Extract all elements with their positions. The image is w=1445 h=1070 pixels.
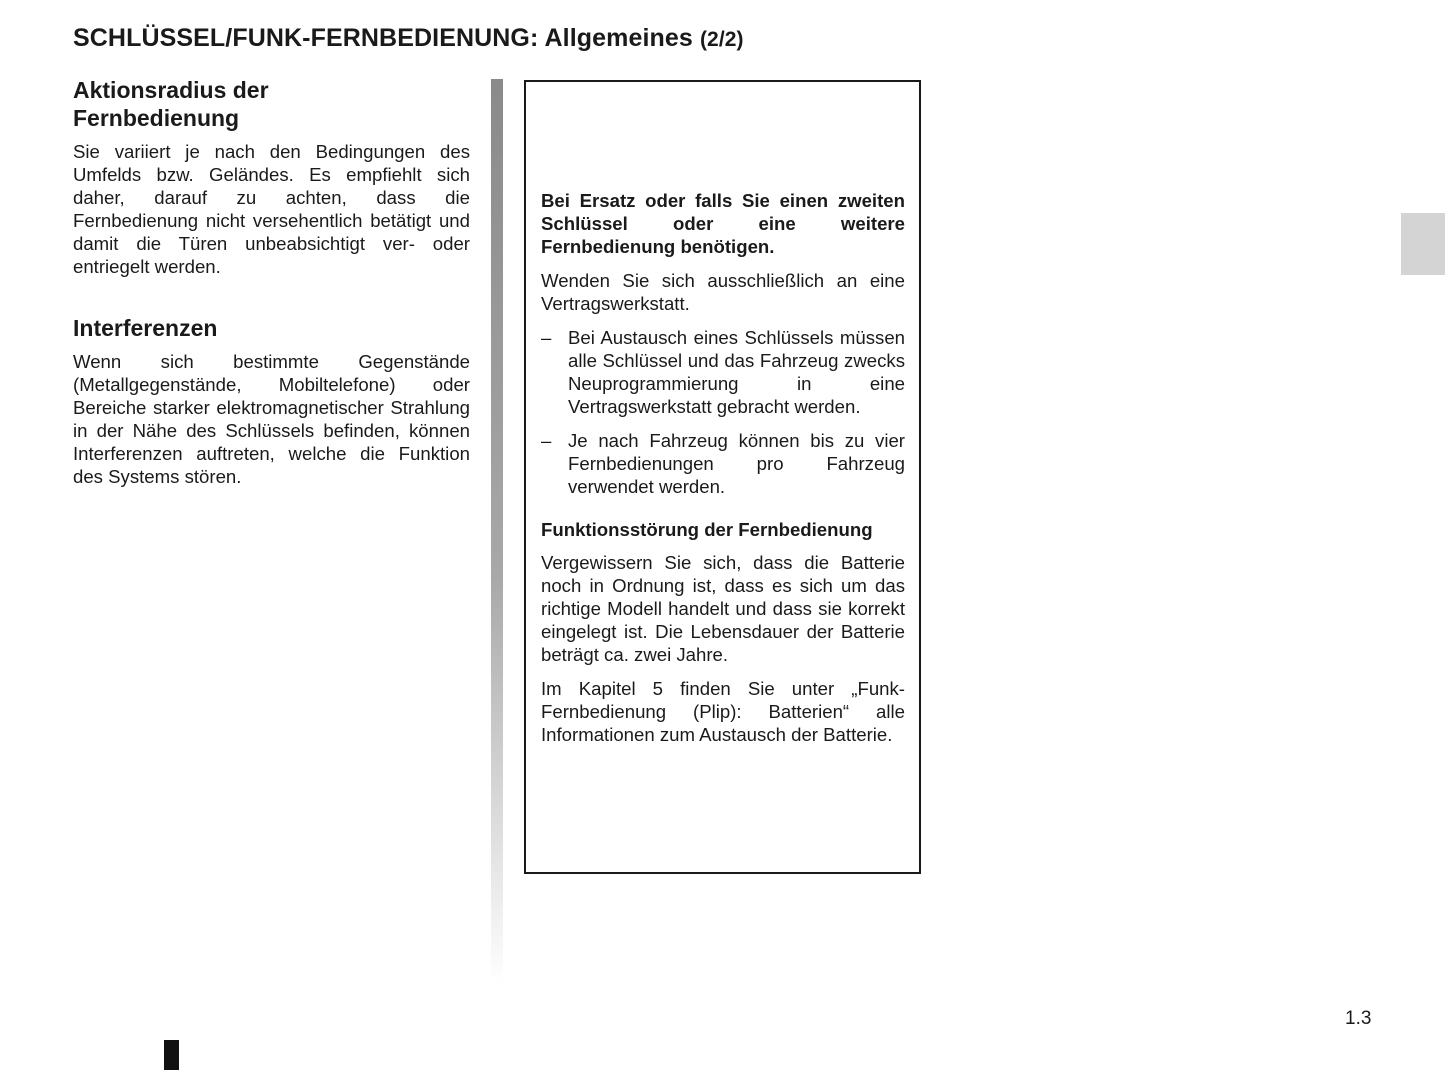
column-divider [491,79,503,984]
notice-intro-bold: Bei Ersatz oder falls Sie einen zweiten Schlüssel oder eine weitere Fernbedienung benötigen. [541,190,905,257]
list-item [541,429,905,498]
malfunction-text: Vergewissern Sie sich, dass die Batterie noch in Ordnung ist, dass es sich um das richtige Modell handelt und dass sie korrekt eingelegt ist. Die Lebensdauer der Batterie beträgt ca. zwei Jahre. [541,552,905,665]
section-text-interference: Wenn sich bestimmte Gegenstände (Metallgegenstände, Mobiltelefone) oder Bereiche starker elektromagnetischer Strahlung in der Nähe des Schlüssels befinden, können Interferenzen auftreten, welche die Funktion des Systems stören. [73,351,470,487]
section-heading-range [73,76,470,132]
section-heading-range-line2: Fernbedienung [73,105,240,131]
list-item-text: Je nach Fahrzeug können bis zu vier Fernbedienungen pro Fahrzeug verwendet werden. [568,430,905,497]
bullet-dash: – [541,430,552,451]
section-text-range: Sie variiert je nach den Bedingungen des Umfelds bzw. Geländes. Es empfiehlt sich daher, darauf zu achten, dass die Fernbedienung nicht versehentlich betätigt und damit die Türen unbeabsichtigt ver- oder entriegelt werden. [73,141,470,277]
page-title-part: (2/2) [699,28,744,51]
notice-content [541,189,905,757]
print-corner-mark [164,1040,179,1070]
left-column [73,76,470,488]
page-title-main: SCHLÜSSEL/FUNK-FERNBEDIENUNG: Allgemeines [73,24,693,52]
notice-bullet-list [541,326,905,498]
bullet-dash: – [541,327,552,348]
section-heading-interference: Interferenzen [73,315,218,341]
chapter-side-tab [1401,213,1445,275]
page-number: 1.3 [1345,1008,1372,1029]
notice-box [524,80,921,874]
malfunction-heading: Funktionsstörung der Fernbedienung [541,519,873,540]
page-title [73,24,744,53]
list-item [541,326,905,418]
notice-intro-text: Wenden Sie sich ausschließlich an eine Vertragswerkstatt. [541,270,905,314]
section-heading-range-line1: Aktionsradius der [73,77,269,103]
list-item-text: Bei Austausch eines Schlüssels müssen alle Schlüssel und das Fahrzeug zwecks Neuprogrammierung in eine Vertragswerkstatt gebracht werden. [568,327,905,417]
reference-text: Im Kapitel 5 finden Sie unter „Funk-Fernbedienung (Plip): Batterien“ alle Informationen zum Austausch der Batterie. [541,678,905,745]
